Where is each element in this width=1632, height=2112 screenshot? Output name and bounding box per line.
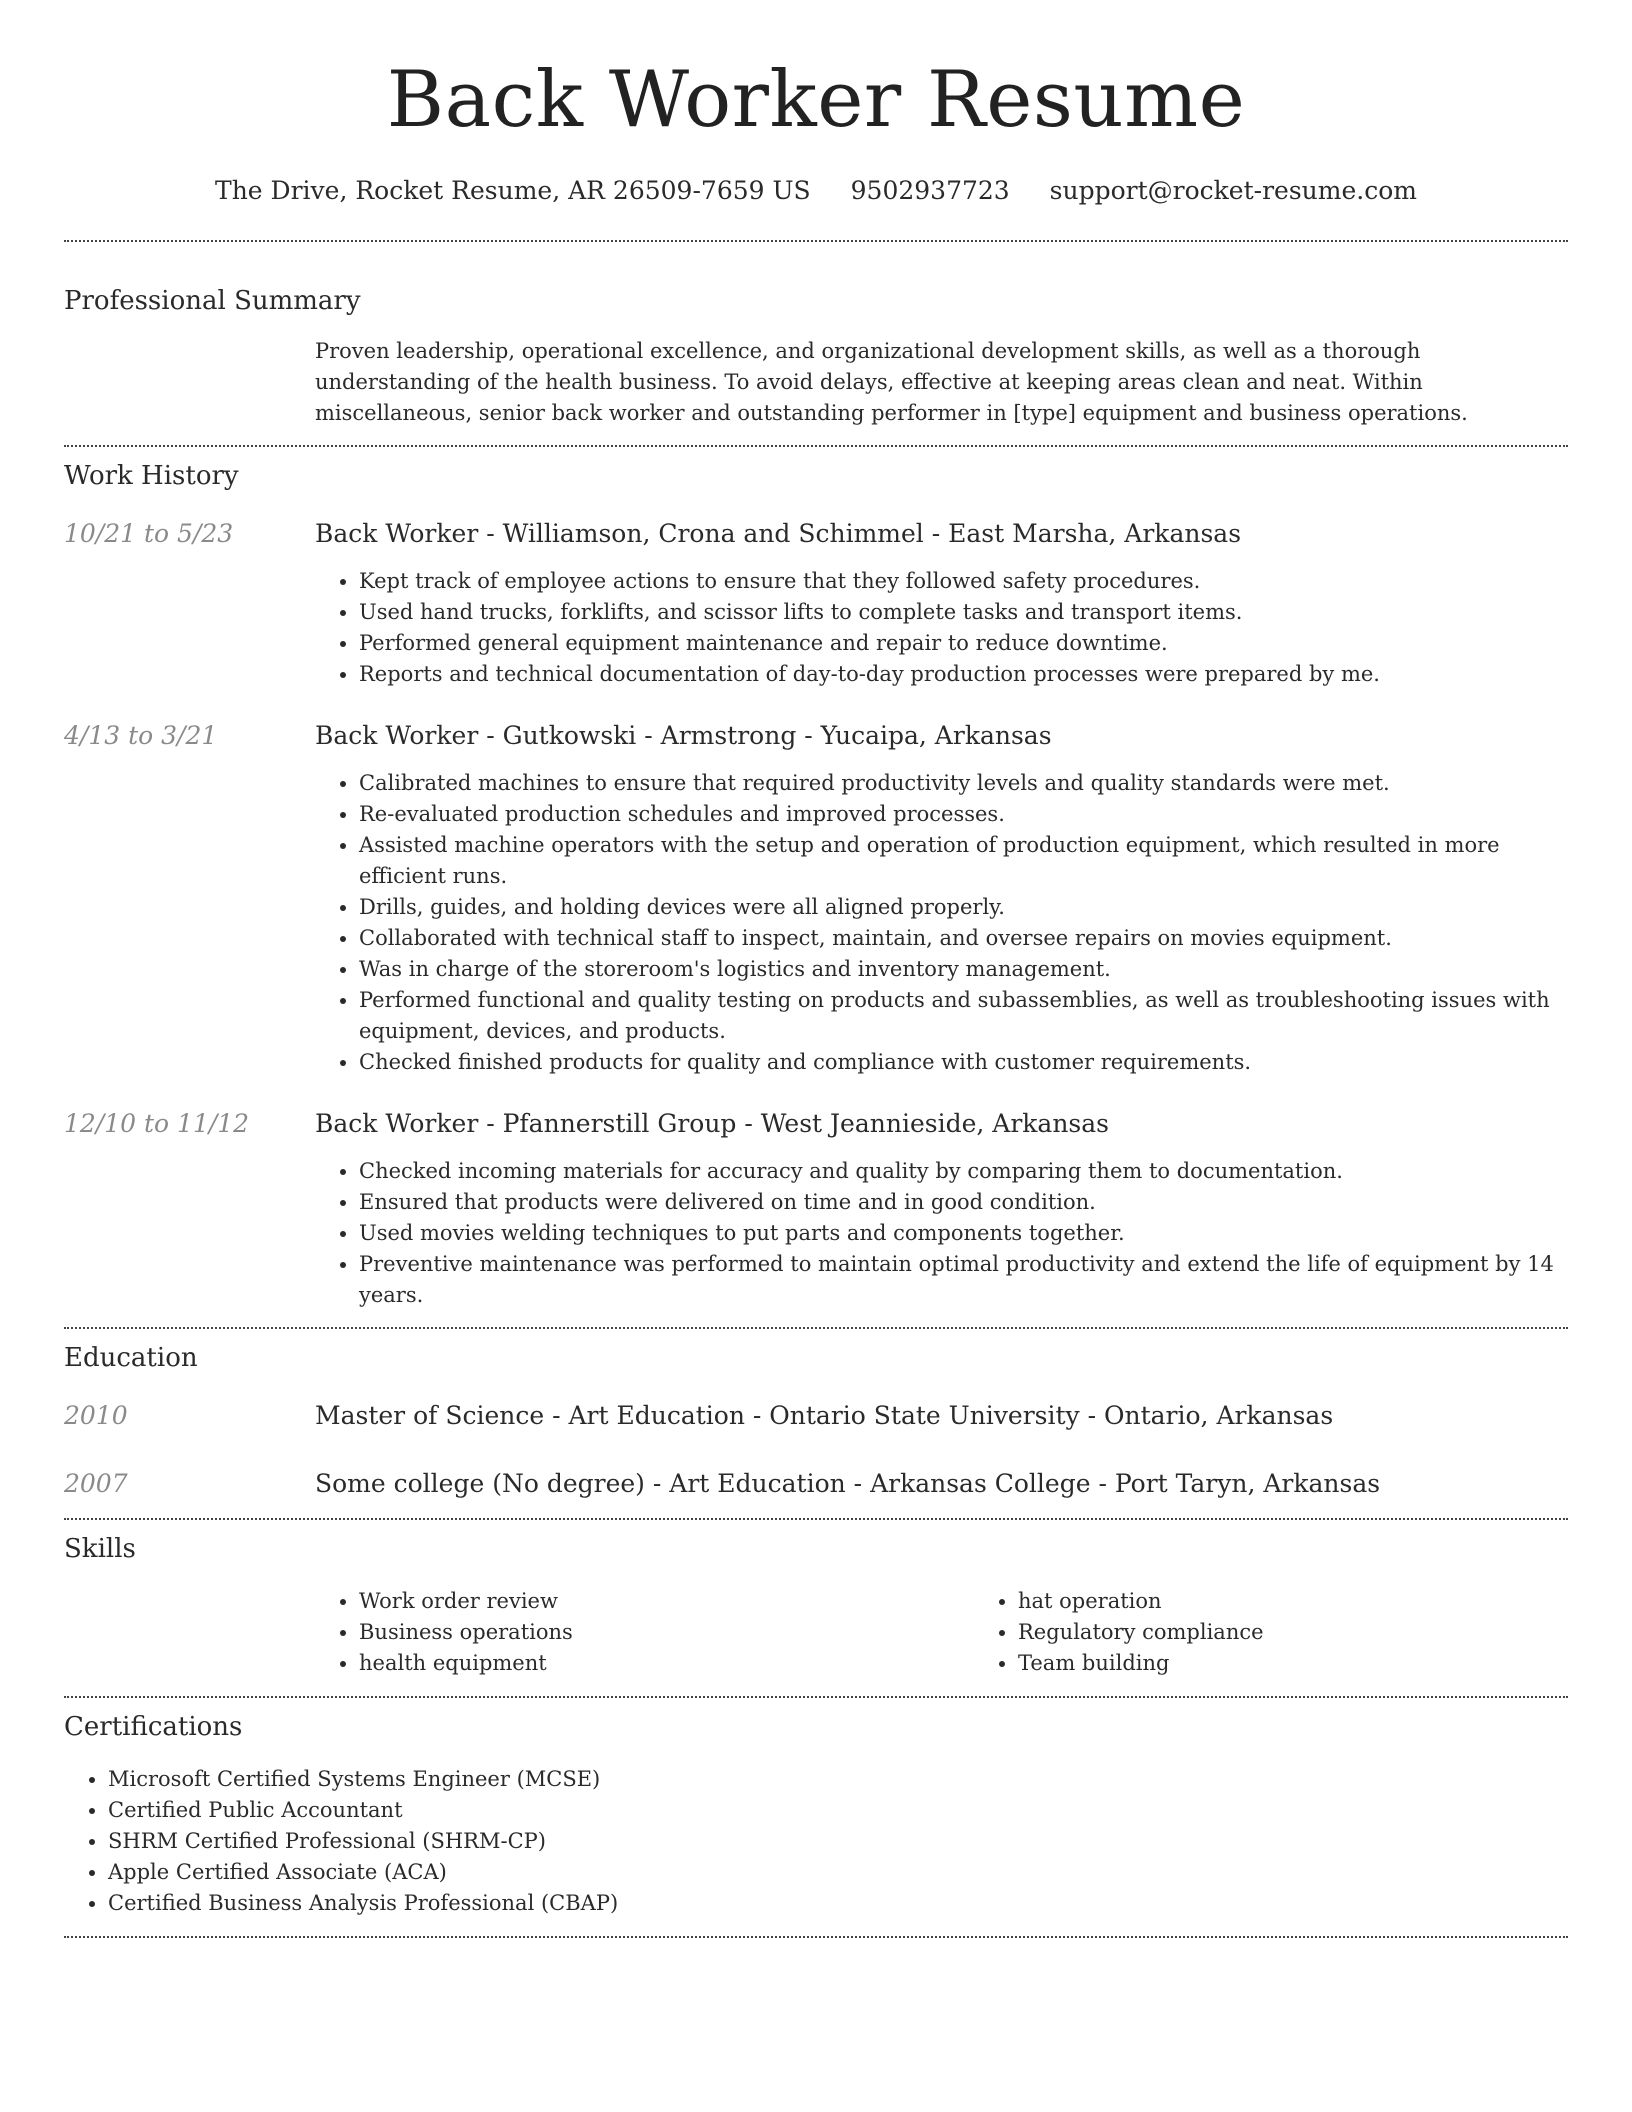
- divider: [64, 1518, 1568, 1520]
- list-item: • Performed general equipment maintenance and repair to reduce downtime.: [359, 628, 1568, 659]
- list-item: • Preventive maintenance was performed to maintain optimal productivity and extend the life of equipment by 14 years.: [359, 1249, 1568, 1311]
- list-item: • Microsoft Certified Systems Engineer (MCSE): [108, 1764, 1568, 1795]
- job-bullets: [315, 566, 1568, 690]
- list-item: • Re-evaluated production schedules and improved processes.: [359, 799, 1568, 830]
- list-item: • health equipment: [359, 1648, 974, 1679]
- divider: [64, 1696, 1568, 1698]
- job-date: 10/21 to 5/23: [64, 519, 234, 548]
- work-heading: Work History: [64, 461, 239, 491]
- job-entry: [64, 1107, 1568, 1311]
- skills-list-right: [974, 1586, 1632, 1679]
- certifications-section: [64, 1710, 1568, 1919]
- contact-address: The Drive, Rocket Resume, AR 26509-7659 US: [215, 176, 811, 205]
- job-bullets: [315, 1156, 1568, 1311]
- education-entry: [64, 1467, 1568, 1501]
- list-item: • Assisted machine operators with the setup and operation of production equipment, which resulted in more efficient runs.: [359, 830, 1568, 892]
- list-item: • Checked incoming materials for accuracy and quality by comparing them to documentation.: [359, 1156, 1568, 1187]
- job-details: [315, 517, 1568, 690]
- work-section: [64, 459, 1568, 1311]
- list-item: • Was in charge of the storeroom's logistics and inventory management.: [359, 954, 1568, 985]
- skills-list-left: [315, 1586, 974, 1679]
- education-date: 2010: [64, 1401, 128, 1430]
- resume-title: Back Worker Resume: [386, 55, 1246, 145]
- education-heading: Education: [64, 1343, 198, 1373]
- list-item: • Checked finished products for quality and compliance with customer requirements.: [359, 1047, 1568, 1078]
- summary-heading: Professional Summary: [64, 286, 361, 316]
- list-item: • Kept track of employee actions to ensure that they followed safety procedures.: [359, 566, 1568, 597]
- education-title: Master of Science - Art Education - Ontario State University - Ontario, Arkansas: [315, 1401, 1334, 1430]
- list-item: • Business operations: [359, 1617, 974, 1648]
- job-details: [315, 719, 1568, 1078]
- education-entry: [64, 1399, 1568, 1433]
- list-item: • Regulatory compliance: [1018, 1617, 1632, 1648]
- divider: [64, 1327, 1568, 1329]
- list-item: • Performed functional and quality testing on products and subassemblies, as well as troubleshooting issues with equipment, devices, and products.: [359, 985, 1568, 1047]
- job-date: 12/10 to 11/12: [64, 1109, 250, 1138]
- education-date: 2007: [64, 1469, 128, 1498]
- list-item: • Calibrated machines to ensure that required productivity levels and quality standards were met.: [359, 768, 1568, 799]
- education-section: [64, 1341, 1568, 1501]
- job-title: Back Worker - Pfannerstill Group - West Jeannieside, Arkansas: [315, 1109, 1109, 1138]
- list-item: • Team building: [1018, 1648, 1632, 1679]
- skills-columns: [315, 1586, 1568, 1679]
- divider: [64, 1936, 1568, 1938]
- job-entry: [64, 719, 1568, 1078]
- education-title: Some college (No degree) - Art Education - Arkansas College - Port Taryn, Arkansas: [315, 1469, 1381, 1498]
- list-item: • Apple Certified Associate (ACA): [108, 1857, 1568, 1888]
- summary-text: Proven leadership, operational excellence, and organizational development skills, as well as a thorough understanding of the health business. To avoid delays, effective at keeping areas clean and neat. Within miscellaneous, senior back worker and outstanding performer in [type] equipment and business operations.: [315, 339, 1468, 425]
- contact-email: support@rocket-resume.com: [1049, 176, 1417, 205]
- list-item: • Used hand trucks, forklifts, and scissor lifts to complete tasks and transport items.: [359, 597, 1568, 628]
- job-entry: [64, 517, 1568, 690]
- list-item: • Collaborated with technical staff to inspect, maintain, and oversee repairs on movies equipment.: [359, 923, 1568, 954]
- certifications-heading: Certifications: [64, 1712, 243, 1742]
- summary-section: [64, 284, 1568, 429]
- list-item: • Used movies welding techniques to put parts and components together.: [359, 1218, 1568, 1249]
- resume-page: [64, 0, 1568, 1938]
- skills-section: [64, 1532, 1568, 1679]
- job-details: [315, 1107, 1568, 1311]
- list-item: • Certified Business Analysis Professional (CBAP): [108, 1888, 1568, 1919]
- job-bullets: [315, 768, 1568, 1078]
- contact-phone: 9502937723: [850, 176, 1010, 205]
- job-date: 4/13 to 3/21: [64, 721, 218, 750]
- list-item: • Work order review: [359, 1586, 974, 1617]
- list-item: • SHRM Certified Professional (SHRM-CP): [108, 1826, 1568, 1857]
- job-title: Back Worker - Williamson, Crona and Schimmel - East Marsha, Arkansas: [315, 519, 1242, 548]
- divider: [64, 240, 1568, 242]
- skills-heading: Skills: [64, 1534, 136, 1564]
- list-item: • Drills, guides, and holding devices were all aligned properly.: [359, 892, 1568, 923]
- list-item: • hat operation: [1018, 1586, 1632, 1617]
- list-item: • Reports and technical documentation of day-to-day production processes were prepared by me.: [359, 659, 1568, 690]
- list-item: • Certified Public Accountant: [108, 1795, 1568, 1826]
- divider: [64, 445, 1568, 447]
- list-item: • Ensured that products were delivered on time and in good condition.: [359, 1187, 1568, 1218]
- contact-line: [64, 174, 1568, 208]
- job-title: Back Worker - Gutkowski - Armstrong - Yucaipa, Arkansas: [315, 721, 1052, 750]
- certifications-list: [64, 1764, 1568, 1919]
